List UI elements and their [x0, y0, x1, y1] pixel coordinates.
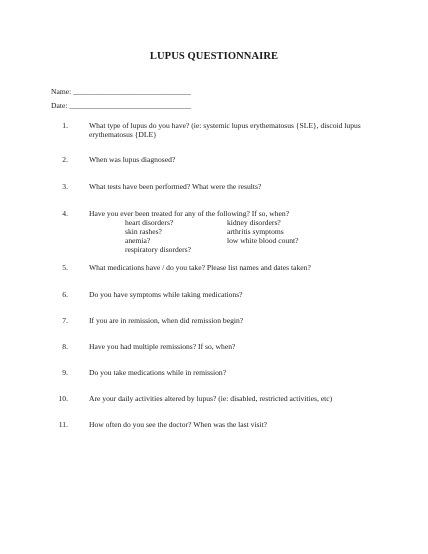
condition-item: heart disorders? — [125, 218, 174, 227]
condition-item: low white blood count? — [227, 236, 299, 245]
name-label: Name: — [51, 87, 72, 96]
question-number: 10. — [58, 394, 68, 403]
condition-item: arthritis symptoms — [227, 227, 284, 236]
date-field[interactable] — [51, 101, 191, 110]
name-line[interactable]: _______________________________ — [73, 87, 191, 96]
condition-item: respiratory disorders? — [125, 245, 192, 254]
date-label: Date: — [51, 101, 68, 110]
date-line[interactable]: ________________________________ — [69, 101, 191, 110]
question-text: Have you had multiple remissions? If so, when? — [89, 342, 236, 351]
question-text: If you are in remission, when did remission begin? — [89, 316, 244, 325]
condition-item: kidney disorders? — [227, 218, 281, 227]
question-text: How often do you see the doctor? When was the last visit? — [89, 420, 268, 429]
question-text: What tests have been performed? What were the results? — [89, 182, 262, 191]
question-number: 5. — [62, 263, 68, 272]
question-text: Do you have symptoms while taking medications? — [89, 290, 243, 299]
question-number: 6. — [62, 290, 68, 299]
question-text: Have you ever been treated for any of the following? If so, when? — [89, 209, 290, 218]
question-text: Are your daily activities altered by lupus? (ie: disabled, restricted activities, etc) — [89, 394, 333, 403]
condition-item: anemia? — [125, 236, 151, 245]
page-title: LUPUS QUESTIONNAIRE — [149, 51, 279, 62]
question-text: What medications have / do you take? Please list names and dates taken? — [89, 263, 311, 272]
question-text: When was lupus diagnosed? — [89, 155, 176, 164]
question-number: 2. — [62, 155, 68, 164]
question-number: 3. — [62, 182, 68, 191]
question-number: 11. — [58, 420, 68, 429]
question-number: 7. — [62, 316, 68, 325]
name-field[interactable] — [51, 87, 191, 96]
question-text: What type of lupus do you have? (ie: systemic lupus erythematosus {SLE}, discoid lupus erythematosus {DLE} — [89, 121, 361, 140]
question-number: 8. — [62, 342, 68, 351]
question-text: Do you take medications while in remission? — [89, 368, 227, 377]
question-number: 1. — [62, 121, 68, 130]
question-number: 4. — [62, 209, 68, 218]
condition-item: skin rashes? — [125, 227, 162, 236]
question-number: 9. — [62, 368, 68, 377]
